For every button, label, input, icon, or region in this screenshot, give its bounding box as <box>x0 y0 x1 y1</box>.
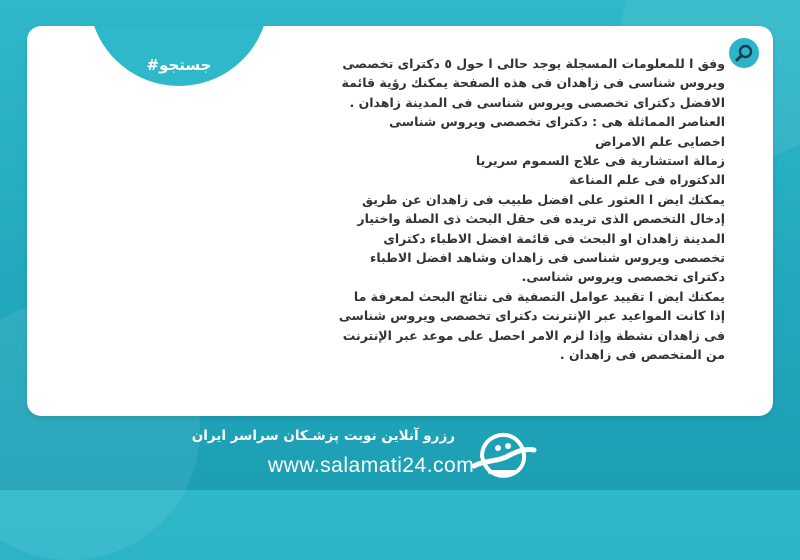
content-card <box>27 26 773 416</box>
paragraph: يمكنك ايض ا تقييد عوامل التصفية فی نتائج البحث لمعرفة ما إذا كانت المواعيد عبر الإنترنت دكترای تخصصی ويروس شناسی فی زاهدان نشطة وإذا لزم الامر احصل علی موعد عبر الإنترنت من المتخصص فی زاهدان . <box>338 288 725 363</box>
paragraph: الدكتوراه فی علم المناعة <box>569 172 725 188</box>
search-button[interactable] <box>729 38 759 68</box>
paragraph: وفق ا للمعلومات المسجلة يوجد حالی ا حول ٥ دكترای تخصصی ويروس شناسی فی زاهدان فی هذه الصفحة يمكنك رؤية قائمة الافضل دكترای تخصصی ويروس شناسی فی المدينة زاهدان . <box>341 56 725 110</box>
paragraph: يمكنك ايض ا العثور علی افضل طبيب فی زاهدان عن طريق إدخال التخصص الذی تريده فی حقل البحث ذی الصلة واختيار المدينة زاهدان او البحث فی قائمة افضل الاطباء دكترای تخصصی ويروس شناسی فی زاهدان وشاهد افضل الاطباء دكترای تخصصی ويروس شناسی. <box>357 191 725 285</box>
hashtag-search-tag[interactable] <box>89 26 269 86</box>
paragraph: اخصايی علم الامراض <box>595 133 725 149</box>
footer-tagline: رزرو آنلاین نوبت پزشـکان سراسر ایران <box>191 428 455 444</box>
footer <box>0 420 800 490</box>
paragraph: العناصر المماثلة هی : دكترای تخصصی ويروس شناسی <box>389 114 725 130</box>
paragraph: زمالة استشارية فی علاج السموم سريريا <box>475 153 725 169</box>
search-icon <box>734 43 754 63</box>
hashtag-label: #جستجو <box>146 56 212 74</box>
salamati-logo-icon[interactable] <box>468 426 540 484</box>
site-url-link[interactable]: www.salamati24.com <box>268 454 475 477</box>
article-text <box>335 54 725 365</box>
